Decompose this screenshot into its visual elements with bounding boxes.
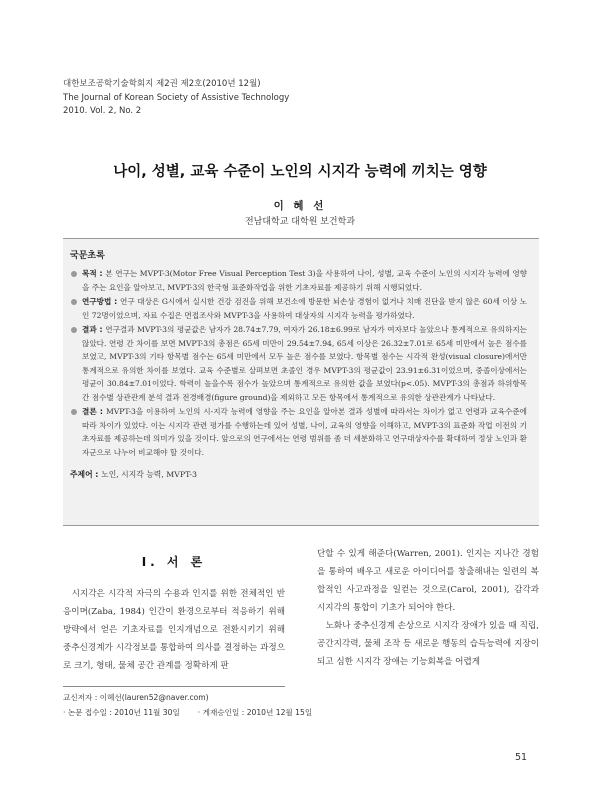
author-affiliation: 전남대학교 대학원 보건학과 — [244, 217, 356, 227]
footnotes — [63, 690, 312, 720]
body-paragraph: 단할 수 있게 해준다(Warren, 2001). 인지는 지나간 경험을 통하여 배우고 새로운 아이디어를 창출해내는 일련의 복합적인 사고과정을 일컫는 것으로(Carol, 2001), 감각과 시지각의 통합이 기초가 되어야 한다. — [317, 549, 539, 613]
abstract-box — [63, 238, 539, 526]
body-column-left — [63, 545, 285, 675]
keywords — [70, 469, 527, 480]
abstract-item-purpose — [70, 267, 527, 294]
journal-name-english: The Journal of Korean Society of Assistive Technology — [63, 92, 290, 103]
keywords-label: 주제어 : — [70, 470, 102, 479]
corresponding-author: 교신저자 : 이혜선(lauren52@naver.com) — [63, 693, 209, 702]
paper-title: 나이, 성별, 교육 수준이 노인의 시지각 능력에 끼치는 영향 — [113, 164, 487, 180]
page-number: 51 — [515, 752, 528, 763]
accepted-date: · 게재승인일 : 2010년 12월 15일 — [197, 708, 313, 717]
footnote-divider — [63, 686, 285, 687]
journal-header — [63, 78, 289, 119]
journal-name-korean: 대한보조공학기술학회지 제2권 제2호(2010년 12월) — [63, 79, 261, 89]
bullet-icon — [71, 271, 77, 277]
abstract-label: 결과 : — [82, 325, 106, 334]
abstract-item-methods — [70, 295, 527, 322]
body-paragraph: 노화나 중추신경계 손상으로 시지각 장애가 있을 때 직립, 공간지각력, 물체 조작 등 새로운 행동의 습득능력에 지장이 되고 심한 시지각 장애는 기능회복을 어렵게 — [317, 621, 539, 667]
journal-volume: 2010. Vol. 2, No. 2 — [63, 106, 142, 116]
abstract-text: 연구결과 MVPT-3의 평균값은 남자가 28.74±7.79, 여자가 26.18±6.99로 남자가 여자보다 높았으나 통계적으로 유의하지는 않았다. 연령 간 차이를 보면 MVPT-3의 총점은 65세 미만이 29.54±7.94, 65세 이상은 26.32±7.01로 65세 미만에서 높은 점수를 보였고, MVPT-3의 기타 항목별 점수는 65세 미만에서 모두 높은 점수를 보였다. 항목별 점수는 시각적 완성(visual closure)에서만 통계적으로 유의한 차이를 보였다. 교육 수준별로 살펴보면 초졸인 경우 MVPT-3의 평균값이 23.91±6.31이었으며, 중졸이상에서는 평균이 30.84±7.01이었다. 학력이 높을수록 점수가 높았으며 통계적으로 유의한 값을 보였다(p<.05). MVPT-3의 총점과 하위항목 간 점수별 상관관계 분석 결과 전경배경(figure ground)을 제외하고 모든 항목에서 통계적으로 유의한 상관관계가 나타났다. — [82, 325, 527, 402]
abstract-text: 연구 대상은 G시에서 실시한 건강 검진을 위해 보건소에 방문한 뇌손상 경험이 없거나 치매 진단을 받지 않은 60세 이상 노인 72명이었으며, 자료 수집은 면접조사와 MVPT-3을 사용하여 대상자의 시지각 능력을 평가하였다. — [82, 297, 527, 320]
bullet-icon — [71, 327, 77, 333]
keywords-text: 노인, 시지각 능력, MVPT-3 — [101, 470, 197, 479]
received-date: · 논문 접수일 : 2010년 11월 30일 — [63, 708, 180, 717]
abstract-heading: 국문초록 — [70, 251, 105, 261]
bullet-icon — [71, 299, 77, 305]
author-name: 이 혜 선 — [273, 200, 327, 212]
body-column-right — [317, 545, 539, 671]
abstract-label: 결론 : — [82, 407, 107, 416]
abstract-item-results — [70, 323, 527, 404]
body-paragraph: 시지각은 시각적 자극의 수용과 인지를 위한 전체적인 반응이며(Zaba, 1984) 인간이 환경으로부터 적응하기 위해 방략에서 얻은 기초자료를 인지개념으로 전환시키기 위해 중추신경계가 시각정보를 통합하여 의사를 결정하는 과정으로 크기, 형태, 물체 공간 관계를 정확하게 판 — [63, 589, 285, 671]
abstract-label: 목적 : — [82, 269, 106, 278]
abstract-label: 연구방법 : — [82, 297, 121, 306]
abstract-item-conclusion — [70, 405, 527, 459]
bullet-icon — [71, 409, 77, 415]
section-heading: I. 서 론 — [141, 555, 207, 569]
abstract-text: MVPT-3을 이용하여 노인의 시-지각 능력에 영향을 주는 요인을 알아본 결과 성별에 따라서는 차이가 없고 연령과 교육수준에 따라 차이가 있었다. 이는 시지각 관련 평가를 수행하는데 있어 성별, 나이, 교육의 영향을 이해하고, MVPT-3의 표준화 작업 이전의 기초자료를 제공하는데 의미가 있을 것이다. 앞으로의 연구에서는 연령 범위를 좀 더 세분화하고 연구대상자수를 확대하여 정상 노인과 환자군으로 나누어 비교해야 할 것이다. — [82, 407, 527, 457]
abstract-text: 본 연구는 MVPT-3(Motor Free Visual Perception Test 3)을 사용하여 나이, 성별, 교육 수준이 노인의 시지각 능력에 영향을 주는 요인을 알아보고, MVPT-3의 한국형 표준화작업을 위한 기초자료를 제공하기 위해 시행되었다. — [82, 269, 527, 292]
